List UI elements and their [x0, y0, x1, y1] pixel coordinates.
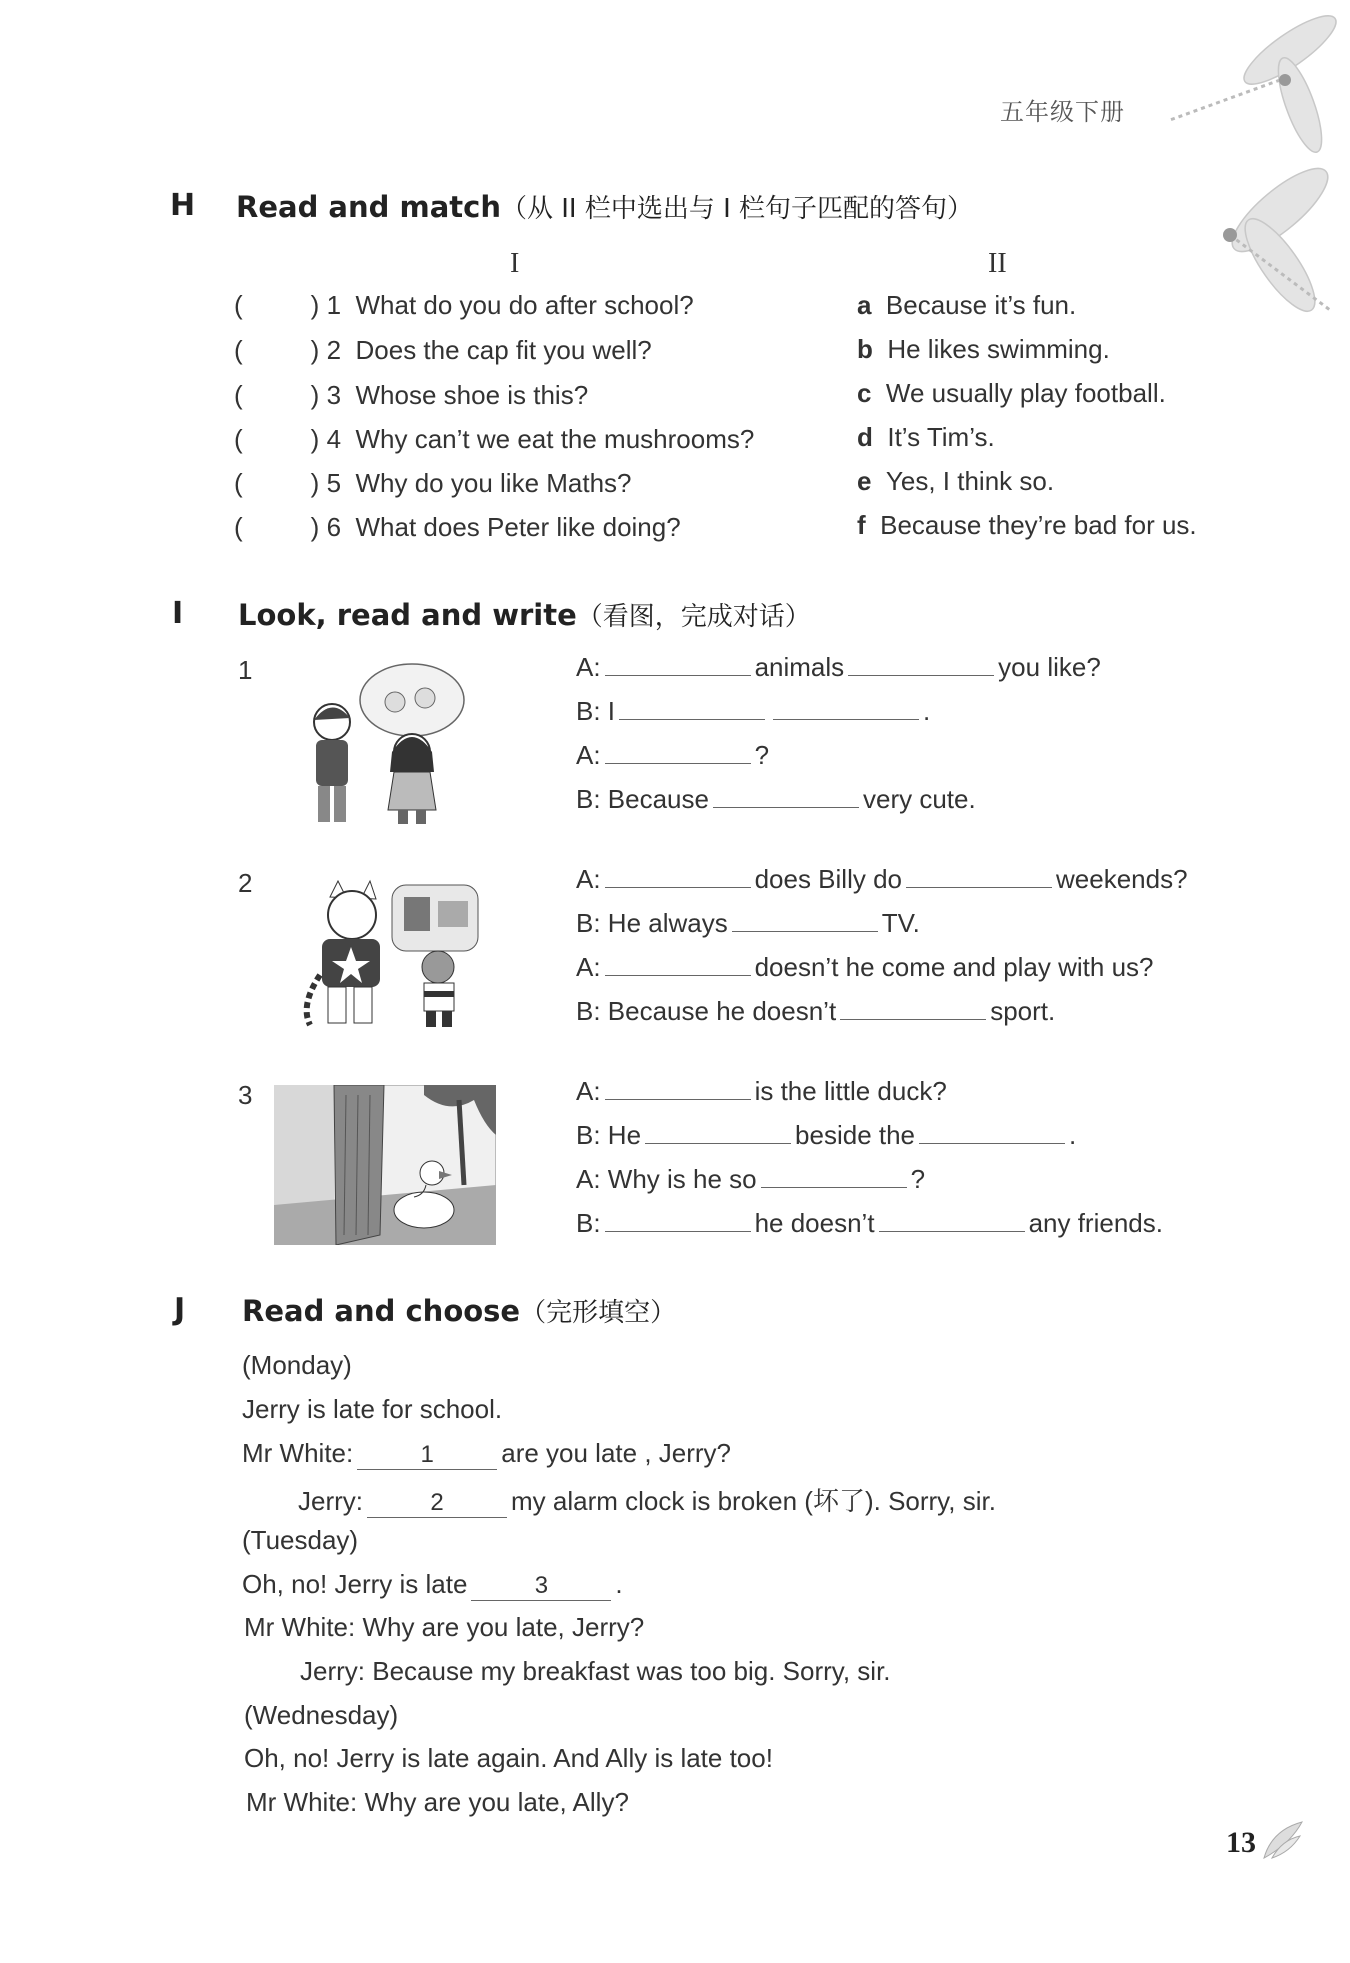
dialogue-line [576, 784, 976, 815]
close-paren: ) [310, 290, 320, 320]
answer-text: Yes, I think so. [885, 466, 1055, 496]
match-answer-row [857, 290, 1076, 321]
dialogue-text: B: Because [576, 784, 709, 814]
answer-letter: f [857, 510, 866, 540]
dialogue-line [576, 952, 1154, 983]
dialogue-line [576, 908, 920, 939]
match-question-row [234, 290, 694, 321]
section-j-title [242, 1292, 676, 1329]
dialogue-line [576, 996, 1055, 1027]
kids-talking-illustration [300, 660, 470, 828]
answer-text: Because it’s fun. [885, 290, 1077, 320]
question-number: 1 [326, 290, 342, 320]
dialogue-line [576, 652, 1101, 683]
match-answer-row [857, 510, 1197, 541]
answer-blank[interactable] [619, 697, 765, 720]
match-question-row [234, 335, 652, 366]
question-text: What do you do after school? [355, 290, 694, 320]
passage-text: . [615, 1569, 623, 1599]
close-paren: ) [310, 512, 320, 542]
answer-text: We usually play football. [885, 378, 1166, 408]
dialogue-text: he doesn’t [754, 1208, 875, 1238]
dialogue-text: B: He [576, 1120, 642, 1150]
answer-letter: e [857, 466, 872, 496]
page-number: 13 [1226, 1826, 1256, 1859]
dialogue-line [576, 740, 769, 771]
duck-by-door-illustration [274, 1085, 496, 1245]
passage-line: (Monday) [242, 1350, 352, 1380]
passage-text: Oh, no! Jerry is late [242, 1569, 468, 1599]
item-number: 1 [238, 655, 253, 685]
match-answer-row [857, 422, 995, 453]
answer-blank[interactable] [732, 909, 878, 932]
speaker-label: Mr White: [242, 1438, 354, 1468]
match-answer-row [857, 378, 1166, 409]
answer-blank[interactable] [840, 997, 986, 1020]
match-answer-row [857, 334, 1110, 365]
dialogue-text: ? [910, 1164, 926, 1194]
dialogue-text: TV. [881, 908, 920, 938]
match-question-row [234, 468, 632, 499]
match-answer-row [857, 466, 1054, 497]
column-1-heading: I [510, 248, 520, 279]
answer-blank[interactable] [848, 653, 994, 676]
dialogue-line [576, 1164, 925, 1195]
dialogue-text: does Billy do [754, 864, 902, 894]
dragonfly-decoration-icon [1130, 10, 1340, 320]
match-question-row [234, 424, 754, 455]
dialogue-text: weekends? [1056, 864, 1188, 894]
passage-line [298, 1481, 996, 1518]
dialogue-text: B: Because he doesn’t [576, 996, 837, 1026]
passage-text: my alarm clock is broken (坏了). Sorry, sir. [511, 1486, 996, 1516]
answer-blank[interactable] [605, 1209, 751, 1232]
close-paren: ) [310, 468, 320, 498]
answer-blank[interactable] [645, 1121, 791, 1144]
dialogue-text: very cute. [862, 784, 976, 814]
dialogue-text: is the little duck? [754, 1076, 947, 1106]
section-h-title [236, 188, 973, 225]
dialogue-line [576, 696, 930, 727]
dialogue-text: . [923, 696, 931, 726]
answer-blank[interactable] [605, 653, 751, 676]
dialogue-text: B: He always [576, 908, 728, 938]
answer-letter: b [857, 334, 873, 364]
item-number: 3 [238, 1080, 253, 1110]
book-header: 五年级下册 [1000, 99, 1125, 126]
passage-line: Oh, no! Jerry is late again. And Ally is late too! [244, 1743, 773, 1773]
match-question-row [234, 380, 588, 411]
dialogue-text: any friends. [1028, 1208, 1163, 1238]
answer-blank[interactable] [605, 741, 751, 764]
dialogue-text: B: I [576, 696, 616, 726]
answer-letter: c [857, 378, 872, 408]
passage-line [242, 1569, 623, 1601]
open-paren[interactable]: ( [234, 290, 243, 320]
dialogue-line [576, 1208, 1163, 1239]
answer-blank[interactable] [713, 785, 859, 808]
dialogue-text: . [1069, 1120, 1077, 1150]
question-number: 6 [326, 512, 342, 542]
answer-blank[interactable] [761, 1165, 907, 1188]
dialogue-text: B: [576, 1208, 601, 1238]
cat-and-mouse-illustration [300, 875, 490, 1035]
section-j-letter: J [174, 1292, 186, 1327]
question-text: Does the cap fit you well? [355, 335, 652, 365]
passage-line: (Tuesday) [242, 1525, 359, 1555]
match-question-row [234, 512, 681, 543]
dialogue-text: A: Why is he so [576, 1164, 757, 1194]
section-i-title-text: Look, read and write [238, 598, 577, 632]
cloze-blank-3[interactable]: 3 [471, 1572, 611, 1601]
dialogue-text: animals [754, 652, 845, 682]
leaf-decoration-icon [1262, 1820, 1304, 1860]
question-text: Whose shoe is this? [355, 380, 589, 410]
section-j-title-text: Read and choose [242, 1294, 521, 1328]
section-i-subtitle: （看图，完成对话） [576, 602, 811, 632]
dialogue-text: A: [576, 740, 601, 770]
section-h-letter: H [170, 188, 196, 223]
section-i-title [238, 596, 811, 633]
close-paren: ) [310, 424, 320, 454]
dialogue-text: A: [576, 1076, 601, 1106]
answer-text: He likes swimming. [887, 334, 1110, 364]
answer-blank[interactable] [919, 1121, 1065, 1144]
answer-blank[interactable] [605, 953, 751, 976]
question-number: 5 [326, 468, 342, 498]
cloze-blank-2[interactable]: 2 [367, 1489, 507, 1518]
answer-blank[interactable] [906, 865, 1052, 888]
question-text: What does Peter like doing? [355, 512, 681, 542]
answer-letter: d [857, 422, 873, 452]
dialogue-text: A: [576, 652, 601, 682]
open-paren[interactable]: ( [234, 335, 243, 365]
question-number: 2 [326, 335, 342, 365]
answer-blank[interactable] [773, 697, 919, 720]
question-number: 4 [326, 424, 342, 454]
dialogue-line [576, 1076, 947, 1107]
open-paren[interactable]: ( [234, 424, 243, 454]
section-j-subtitle: （完形填空） [520, 1298, 677, 1328]
question-text: Why do you like Maths? [355, 468, 632, 498]
dialogue-text: beside the [795, 1120, 916, 1150]
close-paren: ) [310, 335, 320, 365]
answer-letter: a [857, 290, 872, 320]
close-paren: ) [310, 380, 320, 410]
dialogue-text: A: [576, 864, 601, 894]
answer-blank[interactable] [879, 1209, 1025, 1232]
open-paren[interactable]: ( [234, 380, 243, 410]
dialogue-text: doesn’t he come and play with us? [754, 952, 1154, 982]
passage-line: Mr White: Why are you late, Jerry? [244, 1612, 645, 1642]
dialogue-text: ? [754, 740, 770, 770]
speaker-label: Jerry: [298, 1486, 363, 1516]
passage-line: Mr White: Why are you late, Ally? [246, 1787, 629, 1817]
passage-line: (Wednesday) [244, 1700, 399, 1730]
answer-text: Because they’re bad for us. [880, 510, 1197, 540]
section-i-letter: I [172, 596, 184, 631]
dialogue-line [576, 864, 1188, 895]
open-paren[interactable]: ( [234, 512, 243, 542]
passage-line: Jerry: Because my breakfast was too big. Sorry, sir. [300, 1656, 891, 1686]
passage-line [242, 1438, 731, 1470]
passage-text: are you late , Jerry? [501, 1438, 732, 1468]
cloze-blank-1[interactable]: 1 [357, 1441, 497, 1470]
open-paren[interactable]: ( [234, 468, 243, 498]
section-h-title-text: Read and match [236, 190, 501, 224]
passage-line: Jerry is late for school. [242, 1394, 503, 1424]
section-h-subtitle: （从 II 栏中选出与 I 栏句子匹配的答句） [500, 194, 974, 224]
question-text: Why can’t we eat the mushrooms? [355, 424, 755, 454]
item-number: 2 [238, 868, 253, 898]
dialogue-text: sport. [990, 996, 1056, 1026]
dialogue-text: A: [576, 952, 601, 982]
answer-blank[interactable] [605, 1077, 751, 1100]
column-2-heading: II [988, 248, 1007, 279]
answer-text: It’s Tim’s. [887, 422, 995, 452]
question-number: 3 [326, 380, 342, 410]
dialogue-text: you like? [998, 652, 1101, 682]
dialogue-line [576, 1120, 1076, 1151]
answer-blank[interactable] [605, 865, 751, 888]
